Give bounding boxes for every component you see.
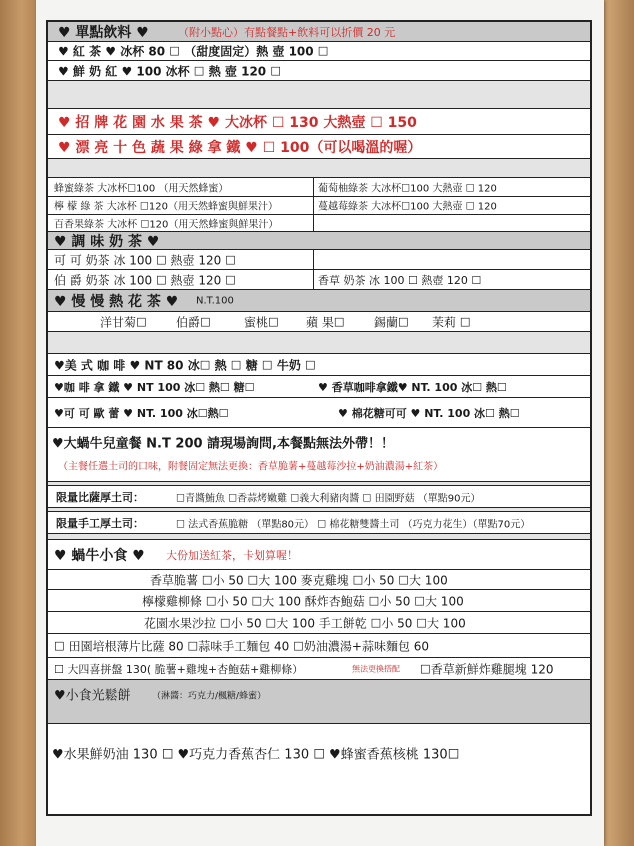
single-drinks-note: （附小點心）有點餐點+飲料可以折價 20 元 bbox=[178, 25, 396, 39]
milk-tea-header bbox=[48, 232, 590, 250]
kids-meal-note: （主餐任選土司的口味，附餐固定無法更換：香草脆薯+蔓越莓沙拉+奶油濃湯+紅茶） bbox=[58, 461, 444, 473]
peach-option[interactable]: 蜜桃☐ bbox=[244, 315, 279, 329]
flower-tea-header bbox=[48, 290, 590, 312]
milk-tea-title: ♥ 調 味 奶 茶 ♥ bbox=[54, 233, 160, 250]
snack-row-1[interactable] bbox=[48, 570, 590, 590]
snack-row-2[interactable] bbox=[48, 590, 590, 612]
ten-color-latte-row[interactable] bbox=[48, 135, 590, 159]
single-drinks-header bbox=[48, 22, 590, 42]
hand-toast-label: 限量手工厚土司： bbox=[56, 516, 144, 530]
flower-tea-title: ♥ 慢 慢 熱 花 茶 ♥ bbox=[54, 293, 179, 310]
snacks-header bbox=[48, 540, 590, 570]
cocoa-milk-tea-row[interactable] bbox=[48, 250, 590, 270]
platter-note: 無法更換搭配 bbox=[352, 664, 400, 673]
passion-green-tea[interactable]: 百香果綠茶 大冰杯 ☐120（用天然蜂蜜與鮮果汁） bbox=[54, 219, 279, 231]
waffle-options: ♥水果鮮奶油 130 ☐ ♥巧克力香蕉杏仁 130 ☐ ♥蜂蜜香蕉核桃 130☐ bbox=[52, 747, 460, 763]
snack-row-3[interactable] bbox=[48, 612, 590, 634]
fresh-milk-tea-row[interactable] bbox=[48, 61, 590, 81]
ceylon-option[interactable]: 錫蘭☐ bbox=[374, 315, 409, 329]
order-sheet bbox=[46, 20, 592, 816]
platter-option: ☐ 大四喜拼盤 130( 脆薯+雞塊+杏鮑菇+雞柳條） bbox=[54, 662, 304, 676]
kids-meal-title: ♥大蝸牛兒童餐 N.T 200 請現場詢問,本餐點無法外帶！！ bbox=[52, 436, 394, 452]
americano-label: ♥美 式 咖 啡 ♥ NT 80 冰☐ 熱 ☐ 糖 ☐ 牛奶 ☐ bbox=[54, 358, 316, 372]
black-tea-label: ♥ 紅 茶 ♥ 冰杯 80 ☐ （甜度固定）熱 壺 100 ☐ bbox=[58, 44, 329, 59]
chamomile-option[interactable]: 洋甘菊☐ bbox=[100, 315, 147, 329]
fresh-milk-tea-label: ♥ 鮮 奶 紅 ♥ 100 冰杯 ☐ 熱 壺 120 ☐ bbox=[58, 64, 282, 78]
cocoa-au-lait: ♥可 可 歐 蕾 ♥ NT. 100 冰☐熱☐ bbox=[54, 406, 229, 420]
combo-row-1-text: ☐ 田園培根薄片比薩 80 ☐蒜味手工麵包 40 ☐奶油濃湯+蒜味麵包 60 bbox=[54, 639, 430, 653]
thick-toast-row[interactable] bbox=[48, 486, 590, 508]
waffle-header bbox=[48, 680, 590, 724]
flower-tea-price: N.T.100 bbox=[196, 295, 234, 306]
spacer-row bbox=[48, 81, 590, 109]
cocoa-row[interactable] bbox=[48, 398, 590, 428]
coffee-latte: ♥咖 啡 拿 鐵 ♥ NT 100 冰☐ 熱☐ 糖☐ bbox=[54, 380, 255, 394]
hand-toast-options[interactable]: ☐ 法式香蕉脆糖 （單點80元） ☐ 棉花糖雙醬土司 （巧克力花生）（單點70元） bbox=[176, 519, 531, 530]
vanilla-latte: ♥ 香草咖啡拿鐵♥ NT. 100 冰☐ 熱☐ bbox=[318, 380, 507, 394]
black-tea-row[interactable] bbox=[48, 42, 590, 61]
waffle-sauce: （淋醬：巧克力/楓糖/蜂蜜） bbox=[152, 691, 267, 702]
hand-toast-row[interactable] bbox=[48, 512, 590, 534]
spacer-row-3 bbox=[48, 332, 590, 354]
vanilla-milk-tea[interactable]: 香草 奶茶 冰 100 ☐ 熱壺 120 ☐ bbox=[318, 273, 482, 287]
snack-row-3-text: 花園水果沙拉 ☐小 50 ☐大 100 手工餅乾 ☐小 50 ☐大 100 bbox=[144, 616, 466, 630]
cranberry-green-tea[interactable]: 蔓越莓綠茶 大冰杯☐100 大熱壺 ☐ 120 bbox=[318, 201, 497, 213]
lemon-green-tea[interactable]: 檸 檬 綠 茶 大冰杯 ☐120（用天然蜂蜜與鮮果汁） bbox=[54, 201, 278, 213]
wood-table-left bbox=[0, 0, 36, 846]
apple-option[interactable]: 蘋 果☐ bbox=[306, 315, 345, 329]
green-tea-block bbox=[48, 178, 590, 232]
earl-milk-tea-row[interactable] bbox=[48, 270, 590, 290]
combo-row-1[interactable] bbox=[48, 634, 590, 658]
americano-row[interactable] bbox=[48, 354, 590, 376]
earl-option[interactable]: 伯爵☐ bbox=[176, 315, 211, 329]
snacks-note: 大份加送紅茶，卡划算喔！ bbox=[166, 548, 298, 562]
thick-toast-options[interactable]: ☐青醬鮪魚 ☐香蒜烤嫩雞 ☐義大利豬肉醬 ☐ 田園野菇 （單點90元） bbox=[176, 493, 481, 504]
grapefruit-green-tea[interactable]: 葡萄柚綠茶 大冰杯☐100 大熱壺 ☐ 120 bbox=[318, 183, 497, 195]
waffle-options-row[interactable] bbox=[48, 724, 590, 782]
marshmallow-cocoa: ♥ 棉花糖可可 ♥ NT. 100 冰☐ 熱☐ bbox=[338, 406, 520, 420]
garden-fruit-tea-row[interactable] bbox=[48, 109, 590, 135]
snack-row-2-text: 檸檬雞柳條 ☐小 50 ☐大 100 酥炸杏鮑菇 ☐小 50 ☐大 100 bbox=[142, 594, 464, 608]
flower-tea-options bbox=[48, 312, 590, 332]
spacer-row-2 bbox=[48, 159, 590, 178]
combo-row-2[interactable] bbox=[48, 658, 590, 680]
snack-row-1-text: 香草脆薯 ☐小 50 ☐大 100 麥克雞塊 ☐小 50 ☐大 100 bbox=[150, 573, 448, 587]
thick-toast-label: 限量比薩厚土司： bbox=[56, 490, 144, 504]
honey-green-tea[interactable]: 蜂蜜綠茶 大冰杯☐100 （用天然蜂蜜） bbox=[54, 183, 229, 195]
cocoa-milk-tea: 可 可 奶茶 冰 100 ☐ 熱壺 120 ☐ bbox=[54, 253, 236, 267]
ten-color-latte-label: ♥ 漂 亮 十 色 蔬 果 綠 拿 鐵 ♥ ☐ 100（可以喝溫的喔） bbox=[58, 139, 422, 156]
latte-row[interactable] bbox=[48, 376, 590, 398]
menu-paper bbox=[36, 0, 604, 846]
single-drinks-title: ♥ 單點飲料 ♥ bbox=[58, 24, 149, 41]
jasmine-option[interactable]: 茉莉 ☐ bbox=[432, 315, 471, 329]
snacks-title: ♥ 蝸牛小食 ♥ bbox=[54, 547, 145, 564]
garden-fruit-tea-label: ♥ 招 牌 花 園 水 果 茶 ♥ 大冰杯 ☐ 130 大熱壺 ☐ 150 bbox=[58, 114, 417, 131]
kids-meal-block bbox=[48, 428, 590, 482]
waffle-title: ♥小食光鬆餅 bbox=[54, 688, 131, 704]
earl-milk-tea: 伯 爵 奶茶 冰 100 ☐ 熱壺 120 ☐ bbox=[54, 273, 236, 287]
fried-chicken-option[interactable]: ☐香草新鮮炸雞腿塊 120 bbox=[420, 662, 554, 676]
